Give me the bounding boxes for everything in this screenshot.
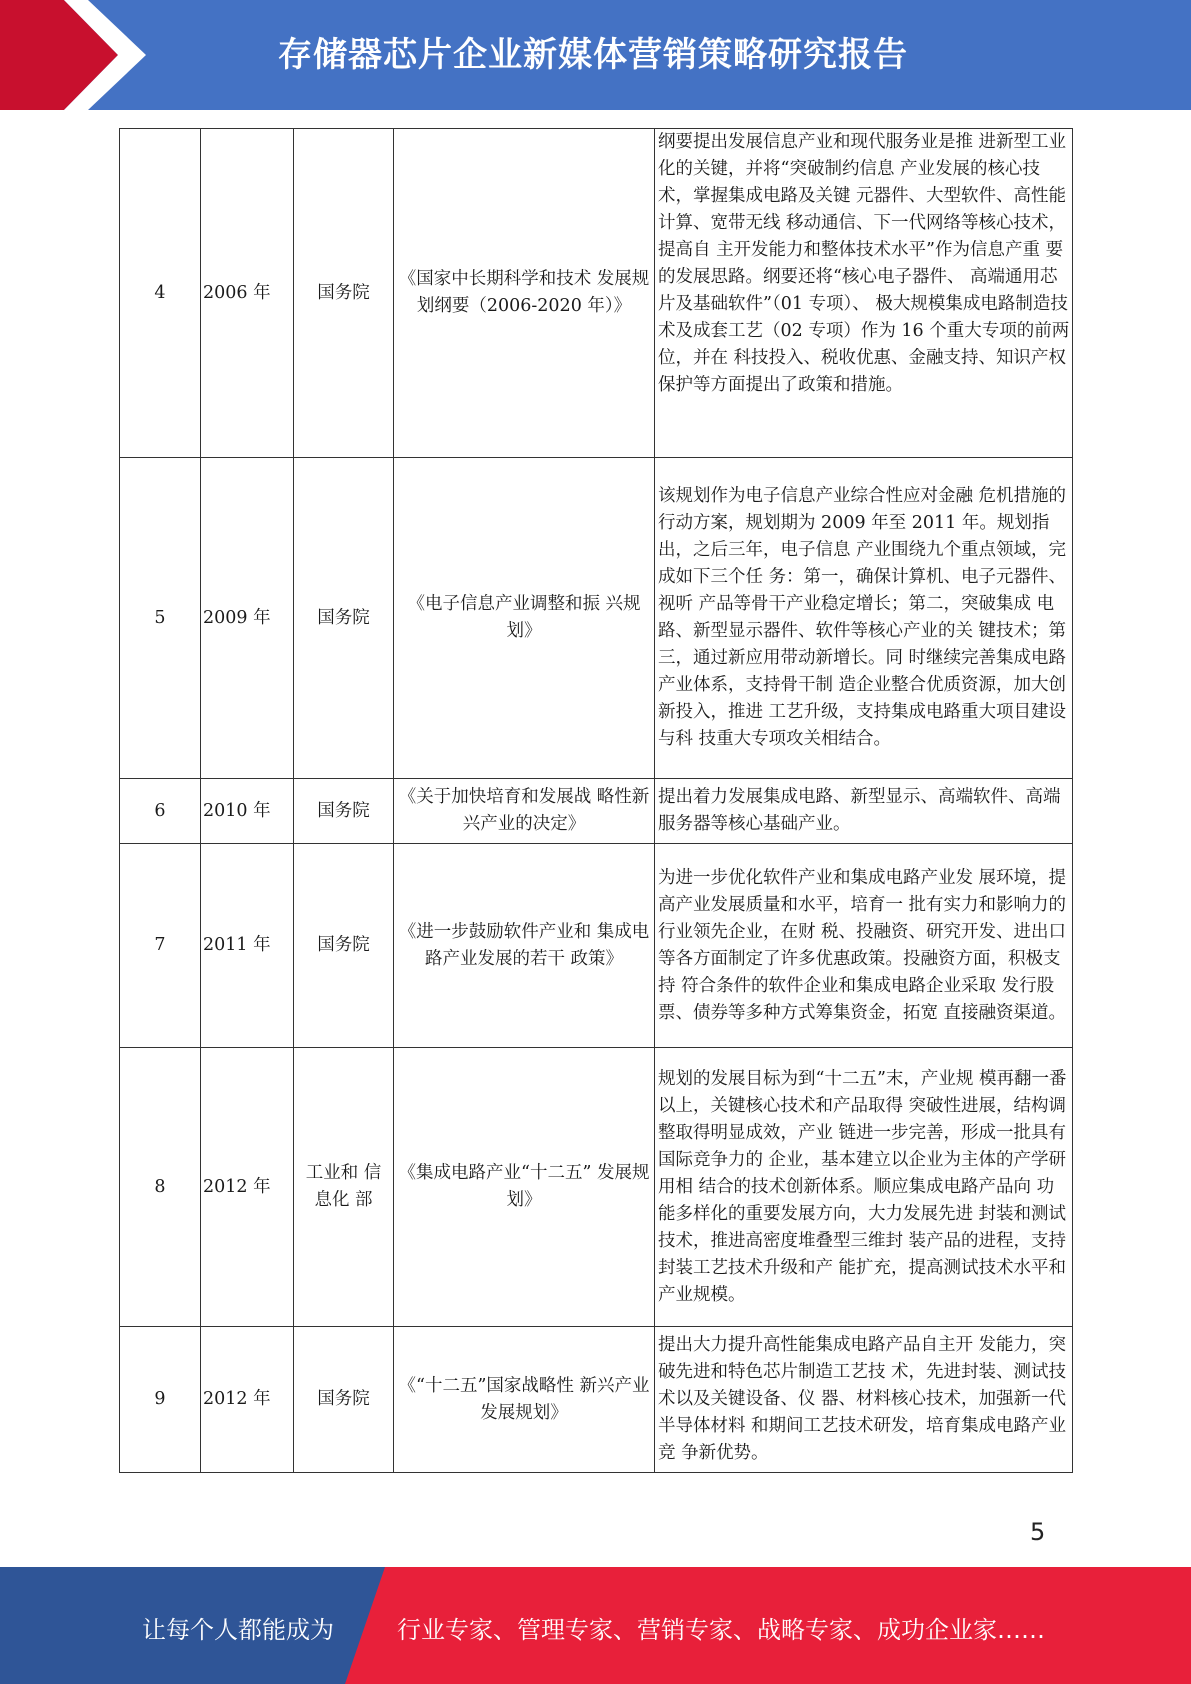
row-document: 《关于加快培育和发展战 略性新兴产业的决定》 <box>394 779 655 844</box>
row-issuer: 国务院 <box>294 1327 394 1473</box>
row-document: 《“十二五”国家战略性 新兴产业发展规划》 <box>394 1327 655 1473</box>
row-number: 6 <box>120 779 201 844</box>
table-row <box>120 844 1073 1048</box>
row-year: 2006 年 <box>201 129 294 458</box>
row-description: 为进一步优化软件产业和集成电路产业发 展环境，提高产业发展质量和水平，培育一 批有实力和影响力的行业领先企业，在财 税、投融资、研究开发、进出口等各方面制定了许多优惠政策。投融资方面，积极支持 符合条件的软件企业和集成电路企业采取 发行股票、债券等多种方式筹集资金，拓宽 直接融资渠道。 <box>655 844 1073 1048</box>
row-document: 《国家中长期科学和技术 发展规划纲要（2006-2020 年）》 <box>394 129 655 458</box>
table-row <box>120 1327 1073 1473</box>
row-description: 提出大力提升高性能集成电路产品自主开 发能力，突破先进和特色芯片制造工艺技 术，先进封装、测试技术以及关键设备、仪 器、材料核心技术，加强新一代半导体材料 和期间工艺技术研发，培育集成电路产业竞 争新优势。 <box>655 1327 1073 1473</box>
row-document: 《进一步鼓励软件产业和 集成电路产业发展的若干 政策》 <box>394 844 655 1048</box>
row-year: 2012 年 <box>201 1327 294 1473</box>
row-number: 9 <box>120 1327 201 1473</box>
row-issuer: 工业和 信息化 部 <box>294 1048 394 1327</box>
row-issuer: 国务院 <box>294 779 394 844</box>
row-description: 该规划作为电子信息产业综合性应对金融 危机措施的行动方案，规划期为 2009 年至 2011 年。规划指出，之后三年，电子信息 产业围绕九个重点领域，完成如下三个任 务：第一，确保计算机、电子元器件、视听 产品等骨干产业稳定增长；第二，突破集成 电路、新型显示器件、软件等核心产业的关 键技术；第三，通过新应用带动新增长。同 时继续完善集成电路产业体系，支持骨干制 造企业整合优质资源，加大创新投入，推进 工艺升级，支持集成电路重大项目建设与科 技重大专项攻关相结合。 <box>655 458 1073 779</box>
row-document: 《集成电路产业“十二五” 发展规划》 <box>394 1048 655 1327</box>
table-row <box>120 1048 1073 1327</box>
row-year: 2012 年 <box>201 1048 294 1327</box>
header-bar <box>0 0 1191 110</box>
page-number: 5 <box>1030 1518 1046 1546</box>
row-description: 提出着力发展集成电路、新型显示、高端软件、高端服务器等核心基础产业。 <box>655 779 1073 844</box>
row-document: 《电子信息产业调整和振 兴规划》 <box>394 458 655 779</box>
row-description: 规划的发展目标为到“十二五”末，产业规 模再翻一番以上，关键核心技术和产品取得 突破性进展，结构调整取得明显成效，产业 链进一步完善，形成一批具有国际竞争力的 企业，基本建立以企业为主体的产学研用相 结合的技术创新体系。顺应集成电路产品向 功能多样化的重要发展方向，大力发展先进 封装和测试技术，推进高密度堆叠型三维封 装产品的进程，支持封装工艺技术升级和产 能扩充，提高测试技术水平和产业规模。 <box>655 1048 1073 1327</box>
footer-slogan-right: 行业专家、管理专家、营销专家、战略专家、成功企业家…… <box>397 1616 1045 1644</box>
row-description: 纲要提出发展信息产业和现代服务业是推 进新型工业化的关键，并将“突破制约信息 产业发展的核心技术，掌握集成电路及关键 元器件、大型软件、高性能计算、宽带无线 移动通信、下一代网络等核心技术，提高自 主开发能力和整体技术水平”作为信息产重 要的发展思路。纲要还将“核心电子器件、 高端通用芯片及基础软件”（01 专项）、 极大规模集成电路制造技术及成套工艺（02 专项）作为 16 个重大专项的前两位，并在 科技投入、税收优惠、金融支持、知识产权 保护等方面提出了政策和措施。 <box>655 129 1073 458</box>
row-number: 4 <box>120 129 201 458</box>
table-row <box>120 458 1073 779</box>
row-issuer: 国务院 <box>294 458 394 779</box>
table-row <box>120 129 1073 458</box>
footer-slogan-left: 让每个人都能成为 <box>142 1616 334 1644</box>
policy-table <box>119 128 1073 1473</box>
row-number: 8 <box>120 1048 201 1327</box>
row-year: 2009 年 <box>201 458 294 779</box>
row-issuer: 国务院 <box>294 129 394 458</box>
row-year: 2011 年 <box>201 844 294 1048</box>
row-issuer: 国务院 <box>294 844 394 1048</box>
table-row <box>120 779 1073 844</box>
row-year: 2010 年 <box>201 779 294 844</box>
row-number: 5 <box>120 458 201 779</box>
report-title: 存储器芯片企业新媒体营销策略研究报告 <box>278 35 908 75</box>
row-number: 7 <box>120 844 201 1048</box>
footer-bar <box>0 1567 1191 1684</box>
